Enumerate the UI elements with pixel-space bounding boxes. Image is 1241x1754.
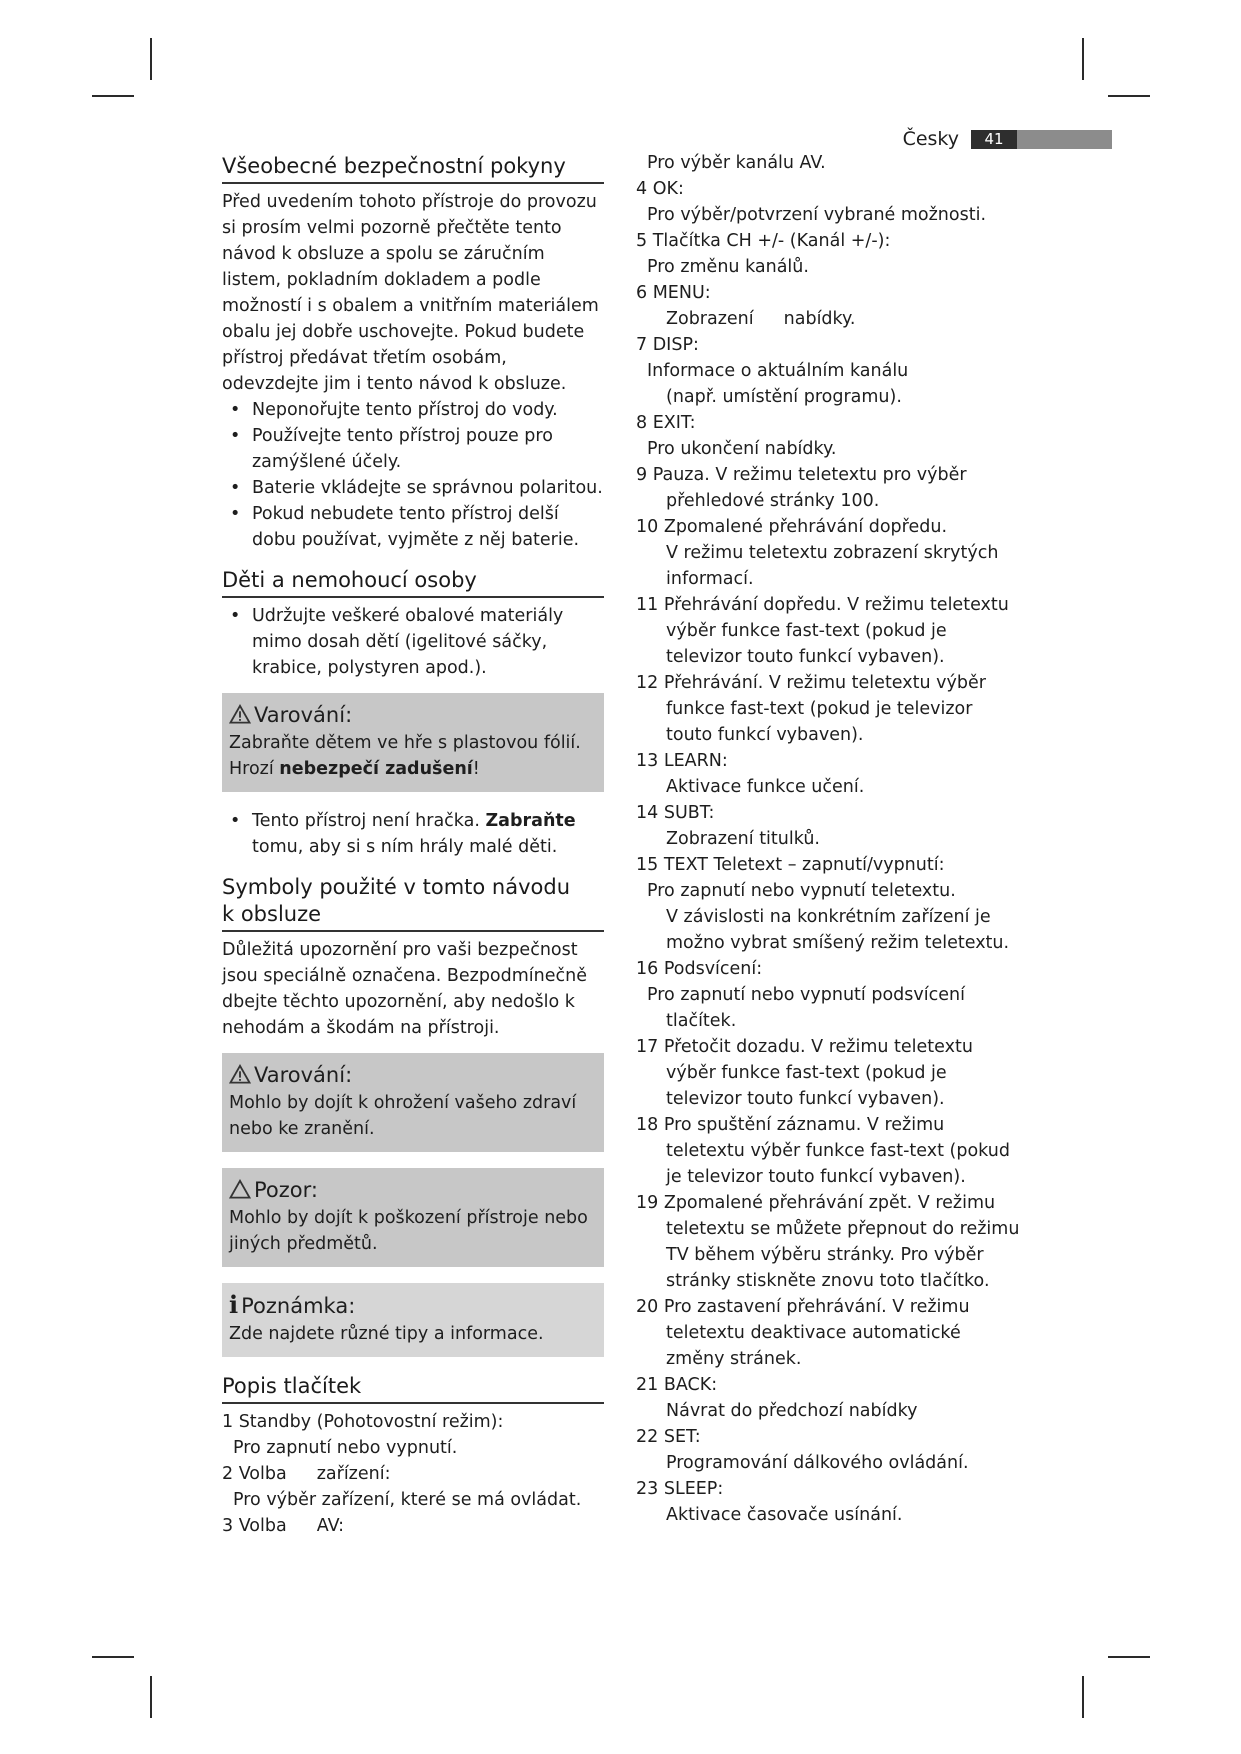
section-title: Symboly použité v tomto návodu k obsluze — [222, 874, 604, 932]
crop-mark — [92, 95, 134, 97]
bullet-item: • Pokud nebudete tento přístroj delší dobu používat, vyjměte z něj baterie. — [222, 501, 604, 553]
page-header — [902, 127, 1112, 151]
warning-title: Varování: — [254, 703, 353, 727]
symbols-section — [222, 874, 604, 1357]
safety-intro: Před uvedením tohoto přístroje do provozu si prosím velmi pozorně přečtěte tento návod k obsluze a spolu se záručním listem, pokladním dokladem a podle možností i s obalem a vnitřním materiálem obalu jej dobře uschovejte. Pokud budete přístroj předávat třetím osobám, odevzdejte jim i tento návod k obsluze. — [222, 192, 599, 394]
section-title: Všeobecné bezpečnostní pokyny — [222, 153, 604, 184]
section-title: Popis tlačítek — [222, 1373, 604, 1404]
button-item-head: 9 Pauza. V režimu teletextu pro výběr — [636, 465, 967, 485]
note-title: Poznámka: — [241, 1294, 356, 1318]
button-item-head: 12 Přehrávání. V režimu teletextu výběr — [636, 673, 986, 693]
page-number: 41 — [971, 130, 1017, 149]
caution-text: Mohlo by dojít k poškození přístroje nebo jiných předmětů. — [229, 1208, 588, 1254]
button-item-desc: (např. umístění programu). — [666, 387, 902, 407]
warning-triangle-icon — [229, 1064, 251, 1084]
button-item-desc: funkce fast-text (pokud je televizor — [666, 699, 973, 719]
right-column — [636, 150, 1026, 1528]
button-item-desc: teletextu výběr funkce fast-text (pokud — [666, 1141, 1010, 1161]
button-item-desc: změny stránek. — [666, 1349, 802, 1369]
button-item-desc: přehledové stránky 100. — [666, 491, 880, 511]
note-text: Zde najdete různé tipy a informace. — [229, 1324, 544, 1344]
button-item-head: 13 LEARN: — [636, 751, 728, 771]
symbols-intro: Důležitá upozornění pro vaši bezpečnost jsou speciálně označena. Bezpodmínečně dbejte těchto upozornění, aby nedošlo k nehodám a škodám na přístroji. — [222, 940, 587, 1038]
button-item-desc: možno vybrat smíšený režim teletextu. — [666, 933, 1010, 953]
left-column — [222, 153, 604, 1553]
button-item-head: 17 Přetočit dozadu. V režimu teletextu — [636, 1037, 973, 1057]
button-item-head: 6 MENU: — [636, 283, 711, 303]
button-item-desc: výběr funkce fast-text (pokud je — [666, 621, 947, 641]
button-item-desc: Informace o aktuálním kanálu — [647, 361, 909, 381]
crop-mark — [1108, 95, 1150, 97]
crop-mark — [150, 1676, 152, 1718]
button-item-desc: Pro ukončení nabídky. — [647, 439, 837, 459]
warning-box — [222, 693, 604, 792]
button-item-desc: výběr funkce fast-text (pokud je — [666, 1063, 947, 1083]
warning-text: Hrozí nebezpečí zadušení! — [229, 759, 480, 779]
button-item-desc: Programování dálkového ovládání. — [666, 1453, 969, 1473]
warning-text: Zabraňte dětem ve hře s plastovou fólií. — [229, 733, 581, 753]
crop-mark — [150, 38, 152, 80]
button-item-desc: Zobrazení nabídky. — [666, 309, 856, 329]
button-item-head: 21 BACK: — [636, 1375, 718, 1395]
crop-mark — [1108, 1656, 1150, 1658]
caution-box — [222, 1168, 604, 1267]
button-item-desc: Pro zapnutí nebo vypnutí podsvícení — [647, 985, 965, 1005]
button-item-desc: Pro zapnutí nebo vypnutí teletextu. — [647, 881, 956, 901]
warning-triangle-icon — [229, 704, 251, 724]
button-item-head: 1 Standby (Pohotovostní režim): — [222, 1412, 504, 1432]
button-item-desc: teletextu deaktivace automatické — [666, 1323, 961, 1343]
button-item-desc: Pro změnu kanálů. — [647, 257, 809, 277]
buttons-section — [222, 1373, 604, 1539]
button-item-desc: Pro výběr kanálu AV. — [647, 153, 826, 173]
button-item-head: 22 SET: — [636, 1427, 701, 1447]
button-item-desc: Pro zapnutí nebo vypnutí. — [233, 1438, 458, 1458]
section-title: Děti a nemohoucí osoby — [222, 567, 604, 598]
button-item-desc: stránky stiskněte znovu toto tlačítko. — [666, 1271, 990, 1291]
bullet-item: • Tento přístroj není hračka. Zabraňte tomu, aby si s ním hrály malé děti. — [222, 808, 604, 860]
button-item-head: 23 SLEEP: — [636, 1479, 724, 1499]
crop-mark — [1082, 38, 1084, 80]
button-item-desc: teletextu se můžete přepnout do režimu — [666, 1219, 1020, 1239]
bullet-item: • Neponořujte tento přístroj do vody. — [222, 397, 604, 423]
button-item-desc: Návrat do předchozí nabídky — [666, 1401, 918, 1421]
crop-mark — [1082, 1676, 1084, 1718]
button-item-head: 15 TEXT Teletext – zapnutí/vypnutí: — [636, 855, 945, 875]
button-item-desc: Pro výběr/potvrzení vybrané možnosti. — [647, 205, 987, 225]
children-section — [222, 567, 604, 860]
bullet-item: • Udržujte veškeré obalové materiály mimo dosah dětí (igelitové sáčky, krabice, polystyren apod.). — [222, 603, 604, 681]
button-item-head: 2 Volba zařízení: — [222, 1464, 391, 1484]
button-item-desc: Zobrazení titulků. — [666, 829, 820, 849]
bullet-item: • Používejte tento přístroj pouze pro zamýšlené účely. — [222, 423, 604, 475]
button-item-head: 5 Tlačítka CH +/- (Kanál +/-): — [636, 231, 891, 251]
header-bar — [1017, 130, 1112, 149]
button-item-head: 14 SUBT: — [636, 803, 715, 823]
button-item-head: 8 EXIT: — [636, 413, 696, 433]
button-item-head: 4 OK: — [636, 179, 684, 199]
button-item-head: 18 Pro spuštění záznamu. V režimu — [636, 1115, 945, 1135]
button-item-desc: V závislosti na konkrétním zařízení je — [666, 907, 991, 927]
button-item-head: 19 Zpomalené přehrávání zpět. V režimu — [636, 1193, 996, 1213]
language-label: Česky — [902, 128, 959, 150]
button-item-head: 10 Zpomalené přehrávání dopředu. — [636, 517, 948, 537]
caution-title: Pozor: — [254, 1178, 318, 1202]
button-item-head: 16 Podsvícení: — [636, 959, 763, 979]
safety-section — [222, 153, 604, 553]
warning-box — [222, 1053, 604, 1152]
button-item-desc: V režimu teletextu zobrazení skrytých — [666, 543, 999, 563]
button-item-desc: Aktivace časovače usínání. — [666, 1505, 903, 1525]
button-item-desc: TV během výběru stránky. Pro výběr — [666, 1245, 984, 1265]
button-item-desc: televizor touto funkcí vybaven). — [666, 1089, 945, 1109]
note-box — [222, 1283, 604, 1357]
warning-title: Varování: — [254, 1063, 353, 1087]
button-item-head: 3 Volba AV: — [222, 1516, 345, 1536]
button-item-desc: je televizor touto funkcí vybaven). — [666, 1167, 966, 1187]
info-icon: i — [229, 1290, 239, 1319]
button-item-head: 7 DISP: — [636, 335, 699, 355]
button-item-desc: informací. — [666, 569, 754, 589]
button-item-desc: Aktivace funkce učení. — [666, 777, 865, 797]
button-item-desc: Pro výběr zařízení, které se má ovládat. — [233, 1490, 582, 1510]
button-item-desc: televizor touto funkcí vybaven). — [666, 647, 945, 667]
button-item-desc: tlačítek. — [666, 1011, 737, 1031]
caution-triangle-icon — [229, 1179, 251, 1199]
button-item-head: 11 Přehrávání dopředu. V režimu teletextu — [636, 595, 1009, 615]
crop-mark — [92, 1656, 134, 1658]
warning-text: Mohlo by dojít k ohrožení vašeho zdraví nebo ke zranění. — [229, 1093, 577, 1139]
button-item-head: 20 Pro zastavení přehrávání. V režimu — [636, 1297, 970, 1317]
button-item-desc: touto funkcí vybaven). — [666, 725, 864, 745]
bullet-item: • Baterie vkládejte se správnou polaritou. — [222, 475, 604, 501]
